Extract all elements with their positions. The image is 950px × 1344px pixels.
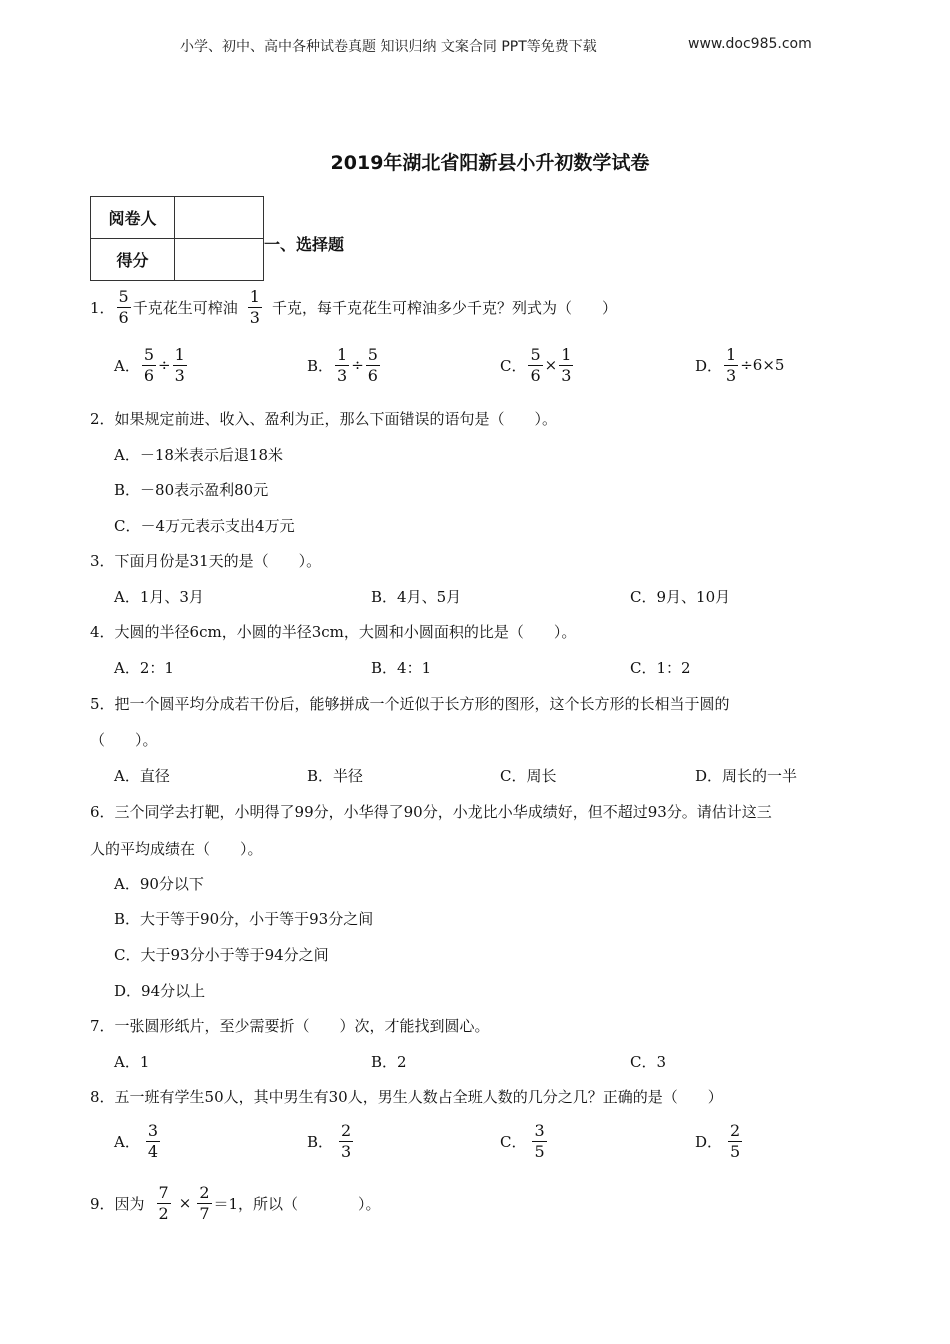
q6-option-a[interactable]: A．90分以下 [114, 875, 204, 893]
q9-fraction-1: $\frac{7}{2}$ [158, 1183, 169, 1223]
q1-option-c[interactable]: C． $\frac{5}{6}$ × $\frac{1}{3}$ [500, 345, 572, 385]
question-8: 8．五一班有学生50人，其中男生有30人，男生人数占全班人数的几分之几？正确的是（ ） [90, 1088, 723, 1106]
q4-option-b[interactable]: B．4：1 [371, 659, 432, 677]
q1-option-b[interactable]: B． $\frac{1}{3}$ ÷ $\frac{5}{6}$ [307, 345, 378, 385]
question-1 [90, 288, 617, 326]
q5-option-a[interactable]: A．直径 [114, 767, 170, 785]
reviewer-field[interactable] [175, 197, 264, 239]
question-6-line-1: 6．三个同学去打靶，小明得了99分，小华得了90分，小龙比小华成绩好，但不超过93分。请估计这三 [90, 803, 772, 821]
question-3: 3．下面月份是31天的是（ ）。 [90, 552, 322, 570]
q2-option-b[interactable]: B．－80表示盈利80元 [114, 481, 269, 499]
q7-option-b[interactable]: B．2 [371, 1053, 407, 1071]
q5-option-c[interactable]: C．周长 [500, 767, 557, 785]
q8-option-b[interactable]: B． $\frac{2}{3}$ [307, 1121, 352, 1161]
q2-option-c[interactable]: C．－4万元表示支出4万元 [114, 517, 295, 535]
q1-text-1: 千克花生可榨油 [132, 298, 238, 317]
q2-option-a[interactable]: A．－18米表示后退18米 [114, 446, 284, 464]
q1-option-a[interactable]: A． $\frac{5}{6}$ ÷ $\frac{1}{3}$ [114, 345, 185, 385]
q8-option-a[interactable]: A． $\frac{3}{4}$ [114, 1121, 159, 1161]
q5-option-b[interactable]: B．半径 [307, 767, 364, 785]
q5-option-d[interactable]: D．周长的一半 [695, 767, 798, 785]
q3-option-a[interactable]: A．1月、3月 [114, 588, 204, 606]
site-header-url[interactable]: www.doc985.com [688, 36, 812, 52]
question-9: 9．因为 $\frac{7}{2}$ × $\frac{2}{7}$ ＝1，所以（ ）。 [90, 1183, 381, 1223]
q1-text-2: 千克，每千克花生可榨油多少千克？列式为（ ） [271, 298, 617, 317]
score-field[interactable] [175, 239, 264, 281]
reviewer-label: 阅卷人 [91, 197, 175, 239]
q1-fraction-2: $\frac{1}{3}$ [249, 287, 260, 327]
question-5-line-1: 5．把一个圆平均分成若干份后，能够拼成一个近似于长方形的图形，这个长方形的长相当于圆的 [90, 695, 730, 713]
question-4: 4．大圆的半径6cm，小圆的半径3cm，大圆和小圆面积的比是（ ）。 [90, 623, 577, 641]
q6-option-b[interactable]: B．大于等于90分，小于等于93分之间 [114, 910, 374, 928]
score-label: 得分 [91, 239, 175, 281]
q8-option-c[interactable]: C． $\frac{3}{5}$ [500, 1121, 545, 1161]
q7-option-a[interactable]: A．1 [114, 1053, 150, 1071]
q6-option-d[interactable]: D．94分以上 [114, 982, 206, 1000]
question-5-line-2: （ ）。 [90, 731, 158, 749]
q3-option-c[interactable]: C．9月、10月 [630, 588, 731, 606]
q8-option-d[interactable]: D． $\frac{2}{5}$ [695, 1121, 741, 1161]
q3-option-b[interactable]: B．4月、5月 [371, 588, 462, 606]
q6-option-c[interactable]: C．大于93分小于等于94分之间 [114, 946, 329, 964]
q7-option-c[interactable]: C．3 [630, 1053, 667, 1071]
score-table [90, 196, 264, 281]
q1-option-d[interactable]: D． $\frac{1}{3}$ ÷6×5 [695, 345, 785, 385]
q1-number: 1． [90, 298, 115, 317]
q1-fraction-1: $\frac{5}{6}$ [118, 287, 129, 327]
question-6-line-2: 人的平均成绩在（ ）。 [90, 840, 263, 858]
question-2: 2．如果规定前进、收入、盈利为正，那么下面错误的语句是（ ）。 [90, 410, 558, 428]
q9-fraction-2: $\frac{2}{7}$ [199, 1183, 210, 1223]
q4-option-a[interactable]: A．2：1 [114, 659, 174, 677]
site-header-text: 小学、初中、高中各种试卷真题 知识归纳 文案合同 PPT等免费下载 [180, 39, 597, 55]
page-title: 2019年湖北省阳新县小升初数学试卷 [330, 152, 650, 174]
question-7: 7．一张圆形纸片，至少需要折（ ）次，才能找到圆心。 [90, 1017, 490, 1035]
q4-option-c[interactable]: C．1：2 [630, 659, 691, 677]
section-heading: 一、选择题 [264, 235, 345, 254]
